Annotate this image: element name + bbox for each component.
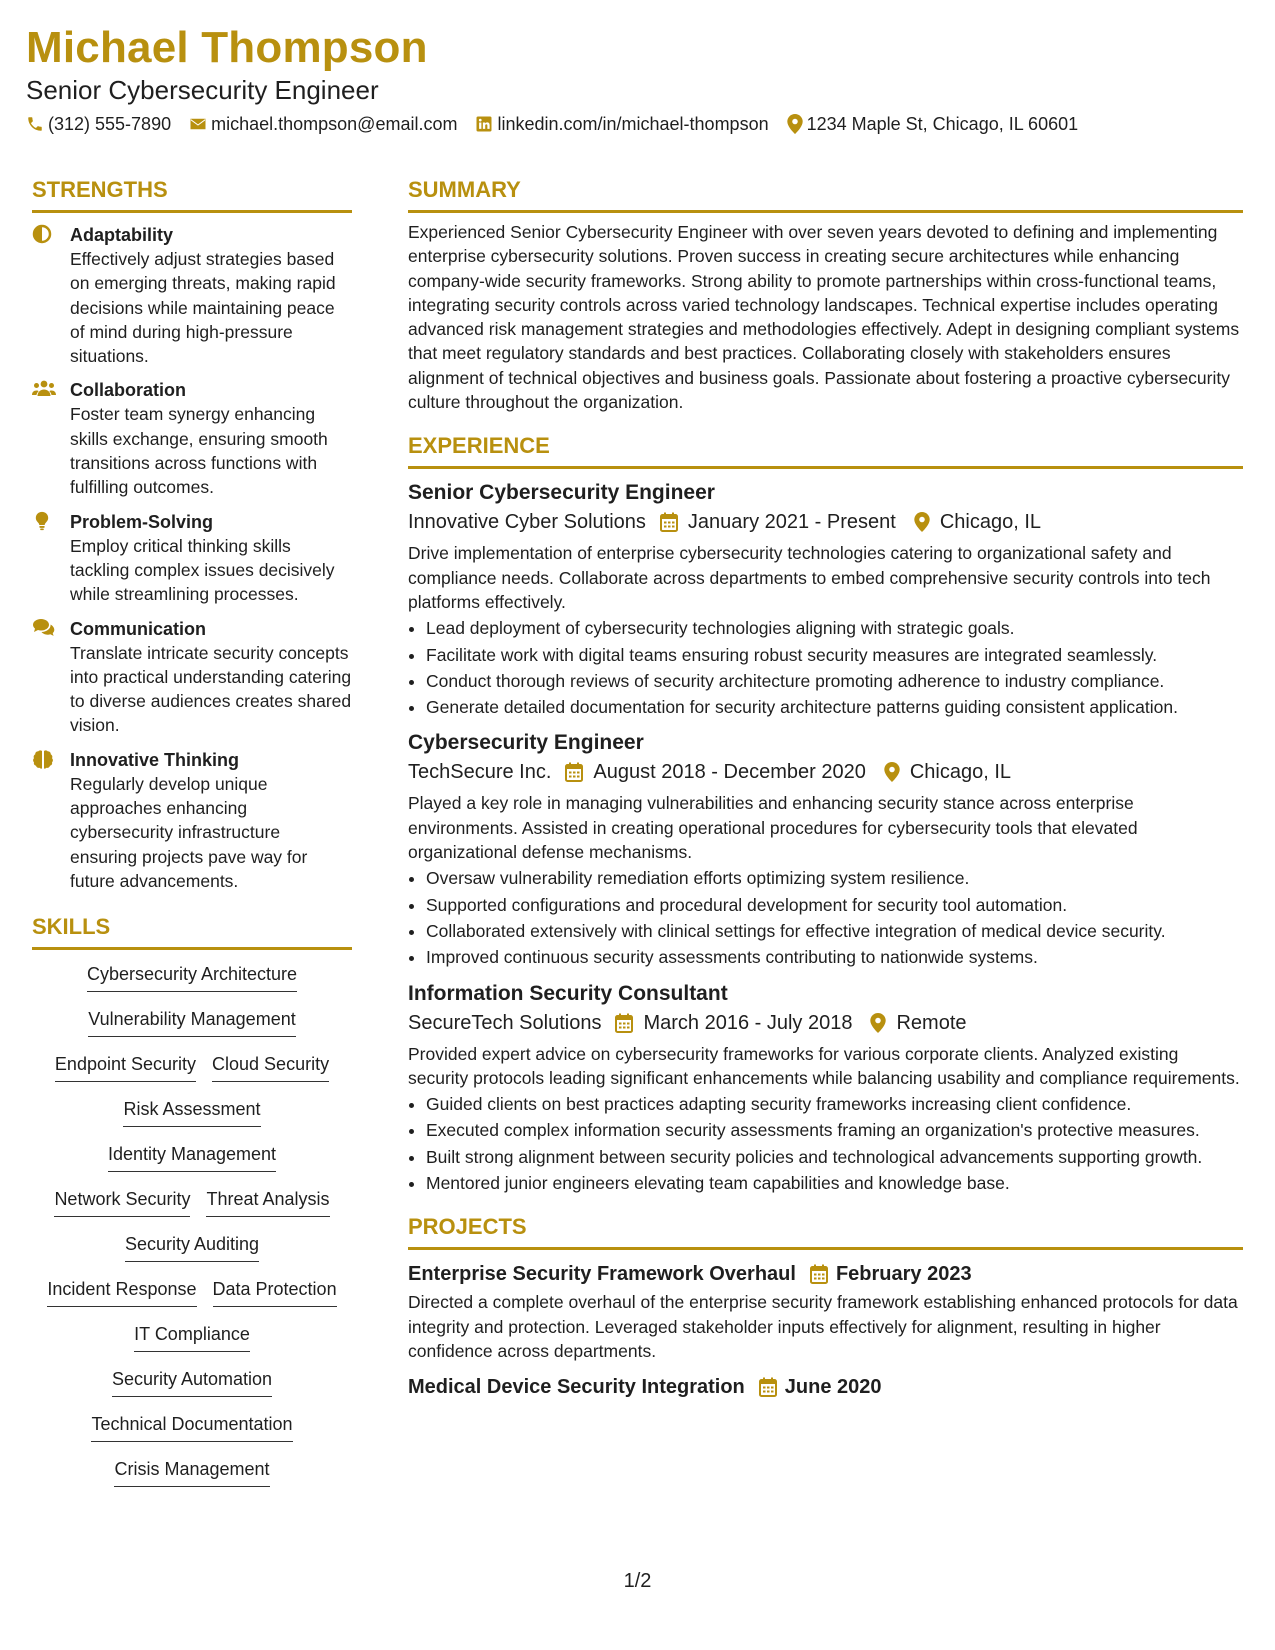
bullet-item: • Lead deployment of cybersecurity technologies aligning with strategic goals. — [426, 616, 1243, 640]
map-pin-icon — [884, 762, 900, 782]
strength-description: Regularly develop unique approaches enhancing cybersecurity infrastructure ensuring projects pave way for future advancements. — [70, 773, 308, 891]
calendar-icon — [565, 762, 583, 782]
strength-item — [32, 223, 352, 368]
job-bullets — [408, 616, 1243, 719]
job-bullets — [408, 1092, 1243, 1195]
strength-description: Foster team synergy enhancing skills exchange, ensuring smooth transitions across functions with fulfilling outcomes. — [70, 404, 328, 498]
contact-linkedin[interactable] — [475, 112, 768, 136]
strength-title: Adaptability — [70, 225, 174, 245]
skill-tag: Cloud Security — [212, 1052, 329, 1082]
map-pin-icon — [870, 1013, 886, 1033]
skill-row — [32, 1457, 352, 1502]
calendar-icon — [615, 1013, 633, 1033]
job-bullets — [408, 866, 1243, 969]
contact-email[interactable] — [189, 112, 457, 136]
skill-row — [32, 1052, 352, 1097]
project-header — [408, 1260, 1243, 1288]
envelope-icon — [189, 115, 207, 133]
skill-tag: Risk Assessment — [123, 1097, 260, 1127]
company-name: SecureTech Solutions — [408, 1011, 602, 1034]
bullet-item: • Supported configurations and procedural development for security tool automation. — [426, 893, 1243, 917]
skill-tag: Incident Response — [47, 1277, 196, 1307]
project-entry — [408, 1373, 1243, 1401]
bullet-item: • Facilitate work with digital teams ensuring robust security measures are integrated seamlessly. — [426, 643, 1243, 667]
half-circle-icon — [32, 224, 52, 244]
skill-row — [32, 962, 352, 1007]
strength-title: Problem-Solving — [70, 511, 214, 532]
map-pin-icon — [914, 512, 930, 532]
bullet-item: • Improved continuous security assessments contributing to nationwide systems. — [426, 945, 1243, 969]
skills-heading: SKILLS — [32, 914, 111, 940]
candidate-name: Michael Thompson — [26, 23, 428, 72]
project-entry — [408, 1260, 1243, 1363]
skill-tag: Data Protection — [213, 1277, 337, 1307]
company-name: Innovative Cyber Solutions — [408, 511, 646, 534]
strength-title: Innovative Thinking — [70, 749, 240, 770]
strength-description: Effectively adjust strategies based on emerging threats, making rapid decisions while maintaining peace of mind during high-pressure situations. — [70, 249, 336, 367]
section-divider — [408, 466, 1243, 469]
skill-tag: Technical Documentation — [91, 1412, 292, 1442]
section-divider — [408, 1247, 1243, 1250]
bullet-item: • Built strong alignment between security policies and technological advancements supporting growth. — [426, 1145, 1243, 1169]
project-description: Directed a complete overhaul of the enterprise security framework establishing enhanced protocols for data integrity and protection. Leveraged stakeholder inputs effectively for alignment, resulting in higher confidence across departments. — [408, 1292, 1238, 1361]
job-description: Drive implementation of enterprise cybersecurity technologies catering to organizational safety and compliance needs. Collaborate across departments to embed comprehensive security controls into tech platforms effectively. — [408, 543, 1211, 612]
project-header — [408, 1373, 1243, 1401]
contact-email-text: michael.thompson@email.com — [211, 114, 458, 134]
page-number: 1/2 — [623, 1570, 652, 1592]
skill-row — [32, 1367, 352, 1412]
skill-row — [32, 1187, 352, 1232]
strengths-heading: STRENGTHS — [32, 177, 168, 202]
job-dates: January 2021 - Present — [687, 511, 896, 534]
strength-item — [32, 510, 352, 607]
projects-heading: PROJECTS — [408, 1214, 527, 1240]
skill-tag: Network Security — [54, 1187, 190, 1217]
project-date: June 2020 — [784, 1376, 882, 1399]
section-divider — [32, 947, 352, 950]
phone-icon — [26, 115, 44, 133]
job-title: Senior Cybersecurity Engineer — [408, 481, 715, 505]
job-title: Cybersecurity Engineer — [408, 731, 644, 755]
skill-tag: Crisis Management — [114, 1457, 269, 1487]
skill-tag: IT Compliance — [134, 1322, 250, 1352]
contact-linkedin-text: linkedin.com/in/michael-thompson — [497, 114, 769, 134]
job-meta — [408, 757, 1243, 787]
experience-section — [408, 432, 1243, 1195]
company-name: TechSecure Inc. — [408, 761, 552, 784]
job-meta — [408, 1008, 1243, 1038]
strength-description: Employ critical thinking skills tackling complex issues decisively while streamlining processes. — [70, 535, 335, 605]
strength-item — [32, 378, 352, 499]
job-location: Remote — [896, 1011, 967, 1034]
project-date: February 2023 — [835, 1263, 972, 1286]
contact-address-text: 1234 Maple St, Chicago, IL 60601 — [806, 114, 1079, 134]
contact-bar — [26, 112, 1096, 136]
bullet-item: • Collaborated extensively with clinical settings for effective integration of medical device security. — [426, 919, 1243, 943]
calendar-icon — [810, 1264, 828, 1284]
summary-section — [408, 176, 1243, 414]
bullet-item: • Guided clients on best practices adapting security frameworks increasing client confidence. — [426, 1092, 1243, 1116]
job-title: Information Security Consultant — [408, 981, 728, 1005]
skill-row — [32, 1007, 352, 1052]
strength-title: Collaboration — [70, 380, 186, 401]
left-column — [32, 176, 352, 1502]
project-title: Enterprise Security Framework Overhaul — [408, 1263, 796, 1286]
skill-tag: Endpoint Security — [55, 1052, 196, 1082]
contact-address — [787, 112, 1079, 136]
bullet-item: • Conduct thorough reviews of security architecture promoting adherence to industry compliance. — [426, 669, 1243, 693]
skill-row — [32, 1097, 352, 1142]
job-dates: March 2016 - July 2018 — [643, 1011, 853, 1034]
skill-tag: Identity Management — [108, 1142, 276, 1172]
experience-entry — [408, 980, 1243, 1196]
skill-tag: Security Auditing — [125, 1232, 259, 1262]
comments-icon — [32, 618, 56, 636]
skill-tag: Threat Analysis — [206, 1187, 329, 1217]
bullet-item: • Mentored junior engineers elevating team capabilities and knowledge base. — [426, 1171, 1243, 1195]
skill-tag: Security Automation — [112, 1367, 272, 1397]
linkedin-icon — [475, 115, 493, 133]
job-location: Chicago, IL — [909, 761, 1011, 784]
calendar-icon — [759, 1377, 777, 1397]
users-icon — [32, 379, 56, 397]
job-dates: August 2018 - December 2020 — [593, 761, 866, 784]
skills-section — [32, 913, 352, 1502]
map-pin-icon — [787, 114, 803, 134]
strength-item — [32, 617, 352, 738]
bullet-item: • Generate detailed documentation for security architecture patterns guiding consistent application. — [426, 695, 1243, 719]
lightbulb-icon — [32, 511, 52, 531]
right-column — [408, 176, 1243, 1401]
calendar-icon — [660, 512, 678, 532]
skill-row — [32, 1142, 352, 1187]
section-divider — [32, 210, 352, 213]
strength-description: Translate intricate security concepts into practical understanding catering to diverse audiences creates shared vision. — [70, 642, 352, 736]
strengths-section — [32, 176, 352, 893]
job-location: Chicago, IL — [939, 511, 1041, 534]
bullet-item: • Executed complex information security assessments framing an organization's protective measures. — [426, 1118, 1243, 1142]
contact-phone-text: (312) 555-7890 — [48, 114, 172, 134]
strength-item — [32, 748, 352, 893]
brain-icon — [32, 749, 54, 769]
skill-row — [32, 1322, 352, 1367]
section-divider — [408, 210, 1243, 213]
contact-phone[interactable] — [26, 112, 171, 136]
skills-list — [32, 962, 352, 1502]
skill-row — [32, 1277, 352, 1322]
candidate-title: Senior Cybersecurity Engineer — [26, 75, 379, 105]
experience-entry — [408, 729, 1243, 969]
skill-row — [32, 1412, 352, 1457]
experience-heading: EXPERIENCE — [408, 433, 550, 459]
strength-title: Communication — [70, 618, 207, 639]
project-title: Medical Device Security Integration — [408, 1376, 745, 1399]
summary-heading: SUMMARY — [408, 177, 521, 202]
skill-tag: Vulnerability Management — [88, 1007, 295, 1037]
skill-tag: Cybersecurity Architecture — [87, 962, 297, 992]
summary-text: Experienced Senior Cybersecurity Engineer with over seven years devoted to defining and implementing enterprise cybersecurity solutions. Proven success in creating secure architectures while enhancing company-wide security frameworks. Strong ability to promote partnerships within cross-functional teams, integrating security controls across varied technology landscapes. Technical expertise includes operating advanced risk management strategies and methodologies effectively. Adept in designing compliant systems that meet regulatory standards and best practices. Collaborating closely with stakeholders ensures alignment of technical objectives and business goals. Passionate about fostering a proactive cybersecurity culture throughout the organization. — [408, 222, 1240, 413]
bullet-item: • Oversaw vulnerability remediation efforts optimizing system resilience. — [426, 866, 1243, 890]
projects-section — [408, 1213, 1243, 1401]
job-description: Provided expert advice on cybersecurity frameworks for various corporate clients. Analyzed existing security protocols leading significant enhancements while balancing usability and compliance requirements. — [408, 1043, 1240, 1088]
skill-row — [32, 1232, 352, 1277]
experience-entry — [408, 479, 1243, 719]
job-description: Played a key role in managing vulnerabilities and enhancing security stance across enterprise environments. Assisted in creating operational procedures for cybersecurity tools that elevated organizational defense mechanisms. — [408, 793, 1138, 863]
job-meta — [408, 507, 1243, 537]
